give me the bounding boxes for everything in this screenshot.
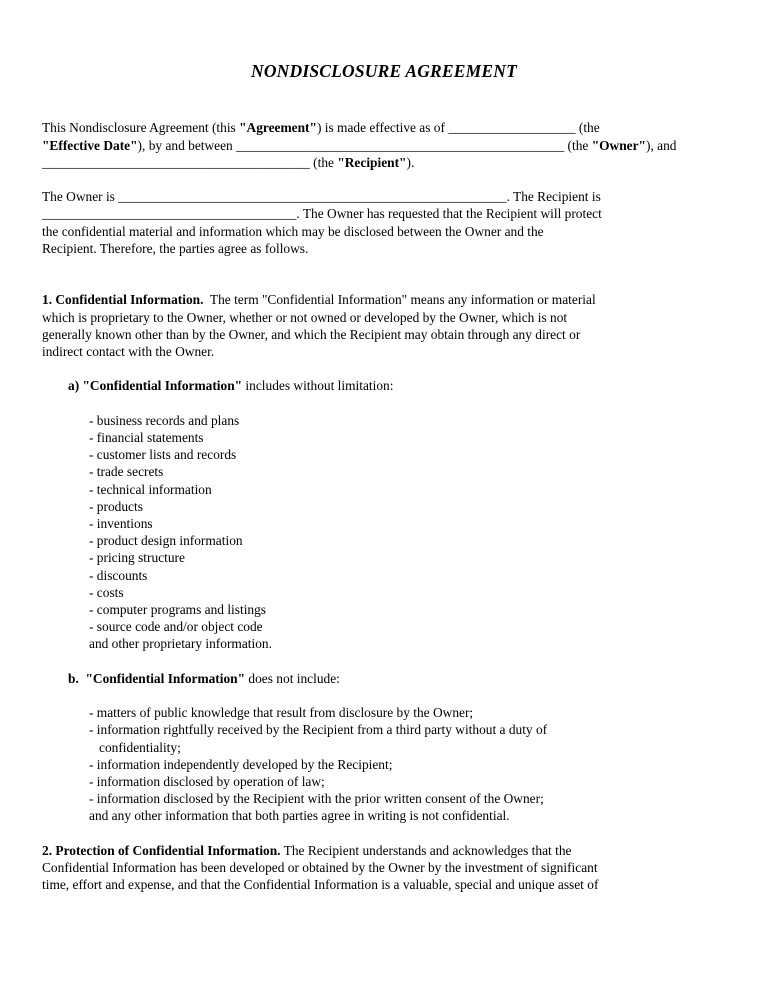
text-run: which is proprietary to the Owner, whether or not owned or developed by the Owner, which is not — [42, 309, 568, 325]
text-line — [42, 291, 726, 308]
text-line — [42, 498, 726, 515]
text-line — [42, 532, 726, 549]
text-line — [42, 188, 726, 205]
text-line — [42, 515, 726, 532]
document-title: NONDISCLOSURE AGREEMENT — [250, 61, 518, 81]
text-run: - technical information — [89, 481, 212, 497]
gap — [42, 395, 726, 412]
text-run: (the — [309, 154, 338, 170]
text-run: - information disclosed by the Recipient with the prior written consent of the Owner; — [89, 791, 544, 807]
text-line — [42, 842, 726, 859]
gap — [42, 825, 726, 842]
bold-text-run: "Agreement" — [239, 120, 317, 136]
bold-text-run: "Owner" — [591, 137, 646, 153]
bold-text-run: 2. Protection of Confidential Information. — [42, 842, 281, 858]
text-run: - customer lists and records — [89, 447, 237, 463]
fill-in-blank: ________________________________________ — [42, 154, 310, 170]
text-line — [42, 377, 726, 394]
text-line — [42, 119, 726, 136]
fill-in-blank: ___________________ — [448, 120, 576, 136]
text-run: (the — [575, 120, 600, 136]
text-run: - products — [89, 498, 143, 514]
bold-text-run: "Effective Date" — [42, 137, 138, 153]
section-2-paragraph — [42, 842, 726, 894]
text-line — [42, 309, 726, 326]
gap — [42, 653, 726, 670]
text-line — [42, 446, 726, 463]
text-run: The Owner is — [42, 189, 119, 205]
text-run: ), by and between — [137, 137, 237, 153]
text-line — [42, 670, 726, 687]
text-run: - computer programs and listings — [89, 602, 267, 618]
subheading-b — [42, 670, 726, 687]
gap-before-section-1 — [42, 257, 726, 291]
text-run: Confidential Information has been developed or obtained by the Owner by the investment of significant — [42, 860, 598, 876]
text-run: - matters of public knowledge that result from disclosure by the Owner; — [89, 705, 474, 721]
text-run: The Recipient understands and acknowledges that the — [280, 842, 572, 858]
fill-in-blank: _________________________________________________ — [236, 137, 565, 153]
text-line — [42, 326, 726, 343]
text-run: ) is made effective as of — [316, 120, 449, 136]
text-line — [42, 463, 726, 480]
parties-paragraph — [42, 188, 726, 257]
bold-text-run: b. "Confidential Information" — [68, 670, 246, 686]
text-line — [42, 205, 726, 222]
text-run: includes without limitation: — [242, 378, 394, 394]
text-run: - product design information — [89, 533, 243, 549]
text-line — [42, 721, 726, 738]
text-run: - financial statements — [89, 429, 204, 445]
gap — [42, 171, 726, 188]
gap — [42, 687, 726, 704]
text-run: This Nondisclosure Agreement (this — [42, 120, 240, 136]
gap — [42, 360, 726, 377]
text-run: . The Recipient is — [506, 189, 601, 205]
text-run: - information independently developed by the Recipient; — [89, 756, 393, 772]
list-b — [42, 704, 726, 824]
text-line — [42, 807, 726, 824]
text-run: - business records and plans — [89, 412, 240, 428]
text-line — [42, 790, 726, 807]
text-line — [42, 154, 726, 171]
text-run: - costs — [89, 584, 124, 600]
text-run: - pricing structure — [89, 550, 185, 566]
bold-text-run: 1. Confidential Information. — [42, 292, 204, 308]
text-run: time, effort and expense, and that the Confidential Information is a valuable, special and unique asset of — [42, 877, 599, 893]
fill-in-blank: __________________________________________________________ — [118, 189, 507, 205]
text-line — [42, 137, 726, 154]
bold-text-run: a) "Confidential Information" — [68, 378, 243, 394]
list-a — [42, 412, 726, 653]
subheading-a — [42, 377, 726, 394]
text-run: does not include: — [245, 670, 340, 686]
text-line — [42, 223, 726, 240]
text-line — [42, 584, 726, 601]
text-line — [42, 549, 726, 566]
text-line — [42, 739, 726, 756]
text-run: indirect contact with the Owner. — [42, 344, 215, 359]
text-line — [42, 773, 726, 790]
section-1-paragraph — [42, 291, 726, 360]
text-run: ), and — [645, 137, 677, 153]
text-line — [42, 601, 726, 618]
text-run: - information rightfully received by the Recipient from a third party without a duty of — [89, 722, 548, 738]
text-run: the confidential material and information which may be disclosed between the Owner and the — [42, 223, 544, 239]
text-line — [42, 343, 726, 360]
text-run: Recipient. Therefore, the parties agree as follows. — [42, 240, 309, 256]
text-run: The term "Confidential Information" means any information or material — [203, 292, 596, 308]
text-run: generally known other than by the Owner, and which the Recipient may obtain through any direct or — [42, 326, 581, 342]
intro-paragraph — [42, 119, 726, 171]
text-run: . The Owner has requested that the Recipient will protect — [296, 206, 602, 222]
text-line — [42, 859, 726, 876]
text-line — [42, 635, 726, 652]
text-line — [42, 481, 726, 498]
text-run: (the — [564, 137, 592, 153]
text-line — [42, 756, 726, 773]
text-line — [42, 704, 726, 721]
text-line — [42, 567, 726, 584]
text-line — [42, 429, 726, 446]
text-run: - trade secrets — [89, 464, 164, 480]
bold-text-run: "Recipient" — [337, 154, 407, 170]
text-line — [42, 876, 726, 893]
document-body — [42, 85, 726, 893]
text-run: - discounts — [89, 567, 148, 583]
text-run: - information disclosed by operation of law; — [89, 774, 325, 790]
text-run: ). — [406, 154, 415, 170]
text-run: confidentiality; — [99, 739, 181, 755]
text-line — [42, 240, 726, 257]
text-line — [42, 412, 726, 429]
text-run: - source code and/or object code — [89, 619, 263, 635]
fill-in-blank: ______________________________________ — [42, 206, 297, 222]
text-line — [42, 618, 726, 635]
text-run: and any other information that both parties agree in writing is not confidential. — [89, 808, 510, 824]
gap-after-title — [42, 85, 726, 119]
text-run: - inventions — [89, 516, 153, 531]
text-run: and other proprietary information. — [89, 636, 272, 652]
